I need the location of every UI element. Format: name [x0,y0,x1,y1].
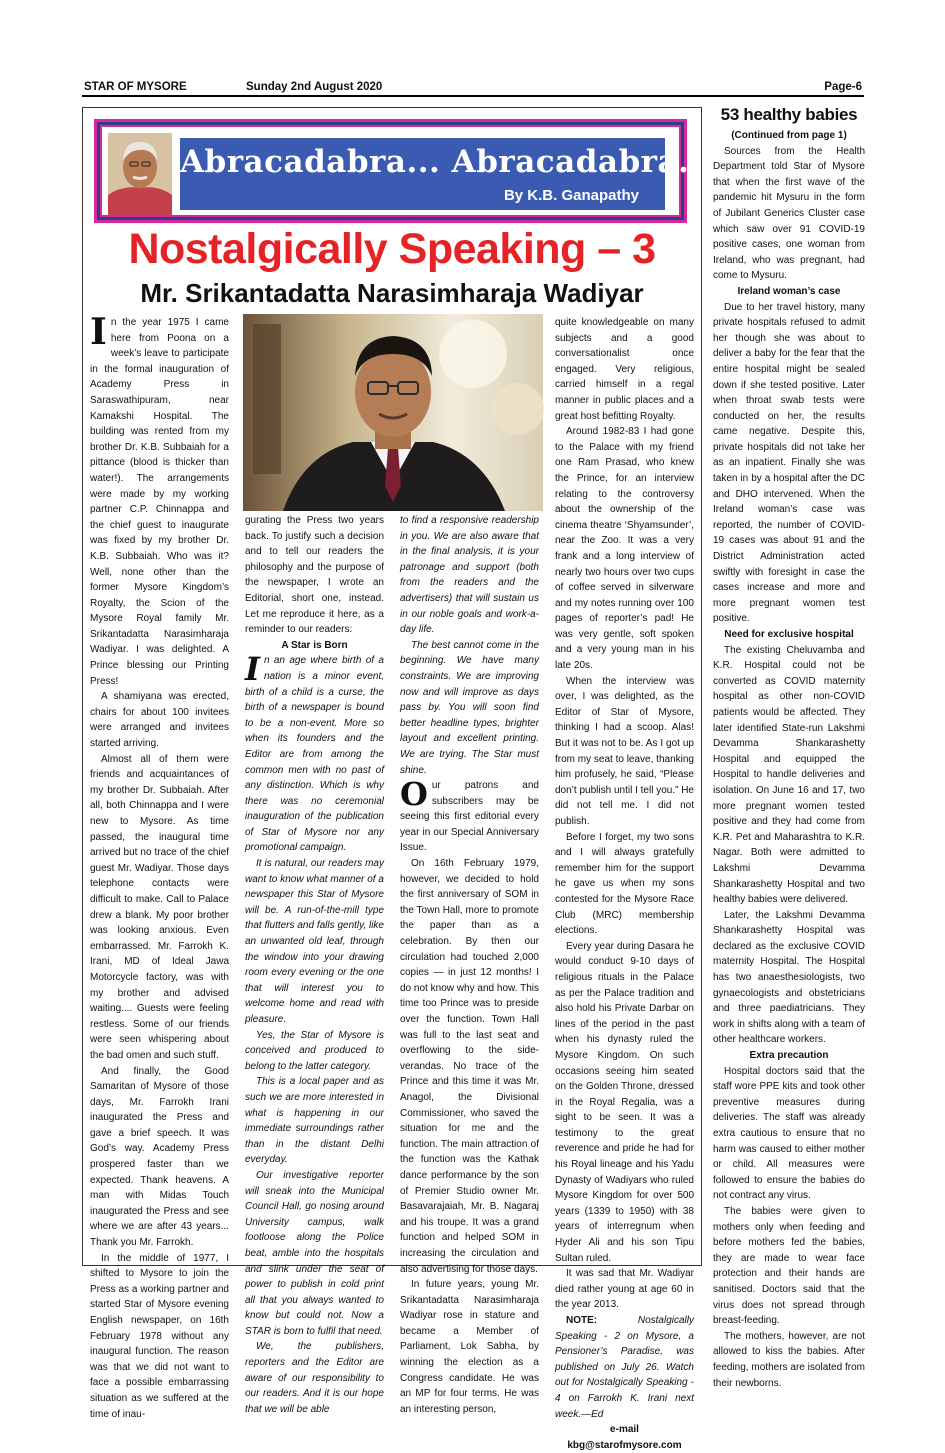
article-headline: Nostalgically Speaking – 3 [128,225,656,273]
subhead-precaution: Extra precaution [749,1050,829,1062]
author-portrait [108,133,172,215]
sidebar-headline: 53 healthy babies [720,105,858,124]
article-column-1: In the year 1975 I came here from Poona on a week’s leave to participate in the formal inauguration of Academy Press in Saraswathipuram, near Kamakshi Hospital. The building was rented from my brother Dr. K.B. Subbaiah for a pittance (blood is thicker than water!). The arrangements were made by my working partner C.P. Chinnappa and the chief guest to inaugurate was fixed by my brother Dr. K.B. Subbaiah. Who was it? Well, none other than the former Mysore Kingdom’s Royalty, the Scion of the Mysore Royal family Mr. Srikantadatta Narasimharaja Wadiyar. I was delighted. A Prince blessing our Printing Press! A shamiyana was erected, chairs for about 100 invitees were arranged and invitees started arriving. Almost all of them were friends and acquaintances of my brother Dr. Subbaiah. After all, both Chinnappa and I were new to Mysore. As time passed, the inaugural time arrived but no trace of the chief guest Mr. Wadiyar. Those days telephone contacts were difficult to make. Call to Palace drew a blank. My poor brother was looking anxious. Even embarrassed. Mr. Farrokh K. Irani, MD of Ideal Jawa Motorcycle factory, was with my brother and advised waiting.... Guests were feeling restless. Some of our friends were seen whispering about the bad omen and such stuff. And finally, the Good Samaritan of Mysore of those days, Mr. Farrokh Irani inaugurated the Press and gave a brief speech. It was God’s way. Academy Press prospered faster than we expected. Thank heavens. A man with Midas Touch inaugurated the Press and see where we are after 43 years... Thank you Mr. Farrokh. In the middle of 1977, I shifted to Mysore to join the Press as a working partner and started Star of Mysore evening English newspaper, on 16th February 1978 without any inaugural function. The reason was that we did not want to face a possible embarrassing situation as we suffered at the time of inau- [90,311,229,1420]
editor-note: NOTE: Nostalgically Speaking - 2 on Mysore, a Pensioner’s Paradise, was published on July 26. Watch out for Nostalgically Speaking - 4 on Farrokh K. Irani next week.—Ed [555,1315,694,1420]
wadiyar-photo [243,314,543,511]
subhead-hospital: Need for exclusive hospital [724,629,854,640]
page-number: Page-6 [824,81,862,93]
article-column-2: gurating the Press two years back. To justify such a decision and to tell our readers the philosophy and the purpose of the newspaper, I wrote an Editorial, short one, instead. Let me reproduce it here, as a reminder to our readers: A Star is Born In an age where birth of a nation is a minor event, birth of a child is a curse, the birth of a newspaper is bound to be a non-event. More so when its founders and the Editor are from among the common men with no past of any distinction. Which is why there was no ceremonial inauguration of the publication of Star of Mysore nor any promotional campaign. It is natural, our readers may want to know what manner of a newspaper this Star of Mysore will be. A run-of-the-mill type that flutters and falls gently, like an unwanted old leaf, through the window into your drawing room every evening or the one that will interest you to welcome home and read with pleasure. Yes, the Star of Mysore is conceived and produced to belong to the latter category. This is a local paper and as such we are more interested in what is happening in our immediate surroundings rather than in the distant Delhi everyday. Our investigative reporter will sneak into the Municipal Council Hall, go nosing around University campus, walk footloose along the Police beat, amble into the hospitals and slink under the seat of power to publish in cold print all that you always wanted to know but could not. Now a STAR is born to fulfil that need. We, the publishers, reporters and the Editor are aware of our responsibility to our readers. And it is our hope that we will be able [245,515,384,1415]
article-column-3: to find a responsive readership in you. We are also aware that in the final analysis, it is your patronage and support (both from the readers and the advertisers) that will sustain us in our noble goals and work-a-day life. The best cannot come in the beginning. We have many constraints. We are improving now and will improve as days pass by. You will soon find better headline types, brighter layout and excellent printing. We are trying. The Star must shine. Our patrons and subscribers may be seeing this first editorial every year in our Special Anniversary Issue. On 16th February 1979, however, we decided to hold the first anniversary of SOM in the Town Hall, more to promote the paper than as a celebration. By then our circulation had touched 2,000 copies — in just 12 months! I do not know why and how. This time too Prince was to preside over the function. Town Hall was full to the last seat and overflowing to the side-verandas. No trace of the Prince and this time it was Mr. Anagol, the Divisional Commissioner, who saved the situation for me and the function. The main attraction of the function was the Kathak dance performance by the son of Premier Studio owner Mr. Basavarajaiah, Mr. B. Nagaraj and his troupe. It was a grand function and helped SOM in increasing the circulation and also advertising for those days. In future years, young Mr. Srikantadatta Narasimharaja Wadiyar rose in stature and became a Member of Parliament, Lok Sabha, by winning the election as a Congress candidate. He was an MP for four terms. He was an interesting person, [400,515,539,1415]
subhead-ireland: Ireland woman’s case [737,285,841,297]
email-label: e-mail [610,1424,639,1436]
author-email[interactable]: kbg@starofmysore.com [567,1439,682,1451]
newspaper-name: STAR OF MYSORE [84,81,187,93]
continued-note: (Continued from page 1) [731,130,847,141]
drop-cap: I [90,311,107,353]
editorial-title: A Star is Born [281,639,348,651]
column-title: Abracadabra... Abracadabra... [180,144,712,180]
byline: By K.B. Ganapathy [503,187,639,204]
issue-date: Sunday 2nd August 2020 [246,81,383,93]
article-subheadline: Mr. Srikantadatta Narasimharaja Wadiyar [140,278,644,308]
page-header [82,80,864,97]
column-banner [94,119,712,223]
column-title-ribbon [180,138,712,210]
article-column-4: quite knowledgeable on many subjects and a good conversationalist once engaged. Very religious, carried himself in a regal manner in public places and a great host befitting Royalty. Around 1982-83 I had gone to the Palace with my friend one Ram Prasad, who knew the Prince, for an interview relating to the controversy about the ownership of the cinema theatre ‘Shyamsunder’, near the Zoo. It was a very frank and a long interview of nearly two hours over two cups of coffee served in silverware and my notes running over 100 pages of reporter’s pad! He was very gentle, soft spoken and a very young man in his late 20s. When the interview was over, I was delighted, as the Editor of Star of Mysore, thinking I had a scoop. Alas! But it was not to be. As I got up from my seat to leave, thanking him profusely, he said, “Please don’t publish until I tell you.” He did not tell me. I did not publish. Before I forget, my two sons and I will always gratefully remember him for the support he gave us when my sons contested for the Mysore Race Club (MRC) membership elections. Every year during Dasara he would conduct 9-10 days of religious rituals in the Palace as per the Palace tradition and also hold his Private Darbar on lines of the period in the past when his dynasty ruled the Mysore Kingdom. On such occasions seeing him seated on the Golden Throne, dressed in the Royal Regalia, was a sight to be seen. It was a testimony to the great reverence and pride he had for his Royal lineage and his Yadu Dynasty of Wadiyars who ruled Mysore Kingdom for over 500 years (1339 to 1950) with 38 years of interregnum when Hyder Ali and his son Tipu Sultan ruled. It was sad that Mr. Wadiyar died rather young at age 60 in the year 2013. NOTE: Nostalgically Speaking - 2 on Mysore, a Pensioner’s Paradise, was published on July 26. Watch out for Nostalgically Speaking - 4 on Farrokh K. Irani next week.—Ed e-mail kbg@starofmysore.com [555,315,694,1453]
sidebar-story: 53 healthy babies (Continued from page 1) Sources from the Health Department told Star of Mysore that when the first wave of the pandemic hit Mysuru in the form of Jubilant Generics Cluster case which saw over 91 COVID-19 positive cases, one woman from Ireland, who was pregnant, had come to Mysuru. Ireland woman’s case Due to her travel history, many private hospitals refused to admit her though she was about to deliver a baby for the fear that the entire hospital might be sealed down if she tested positive. Later when throat swab tests were conducted on her, the results came negative. Despite this, private hospitals did not take her as an inpatient. Finally she was taken in by a hospital after the DC and DHO intervened. When the Ireland woman’s case was reported, the number of COVID-19 cases was about 91 and the District Administration acted swiftly with foresight in case the cases increase and more and more pregnant women test positive. Need for exclusive hospital The existing Cheluvamba and K.R. Hospital could not be converted as COVID maternity hospital as other non-COVID patients would be affected. They later identified State-run Lakshmi Devamma Shankarashetty Hospital and equipped the Hospital to handle deliveries and isolation. On June 16 and 17, two more pregnant women tested positive and they had come from K.R. Pet and Maharashtra to K.R. Nagar. Both were admitted to Lakshmi Devamma Shankarashetty Hospital and two healthy babies were delivered. Later, the Lakshmi Devamma Shankarashetty Hospital was declared as the exclusive COVID maternity Hospital. The Hospital has two anaesthesiologists, two gynaecologists and obstetricians and three paediatricians. They work in shifts along with a team of other healthcare workers. Extra precaution Hospital doctors said that the staff wore PPE kits and took other preventive measures during deliveries. The staff was already extra cautious to ensure that no harm was caused to either mother or child. All measures were followed to ensure the babies do not contract any virus. The babies were given to mothers only when feeding and before mothers fed the babies, they are made to wear face protection and their hands are sanitised. Doctors said that the virus does not spread through breast-feeding. The mothers, however, are not allowed to kiss the babies. After feeding, mothers are isolated from their newborns. [713,105,865,1389]
